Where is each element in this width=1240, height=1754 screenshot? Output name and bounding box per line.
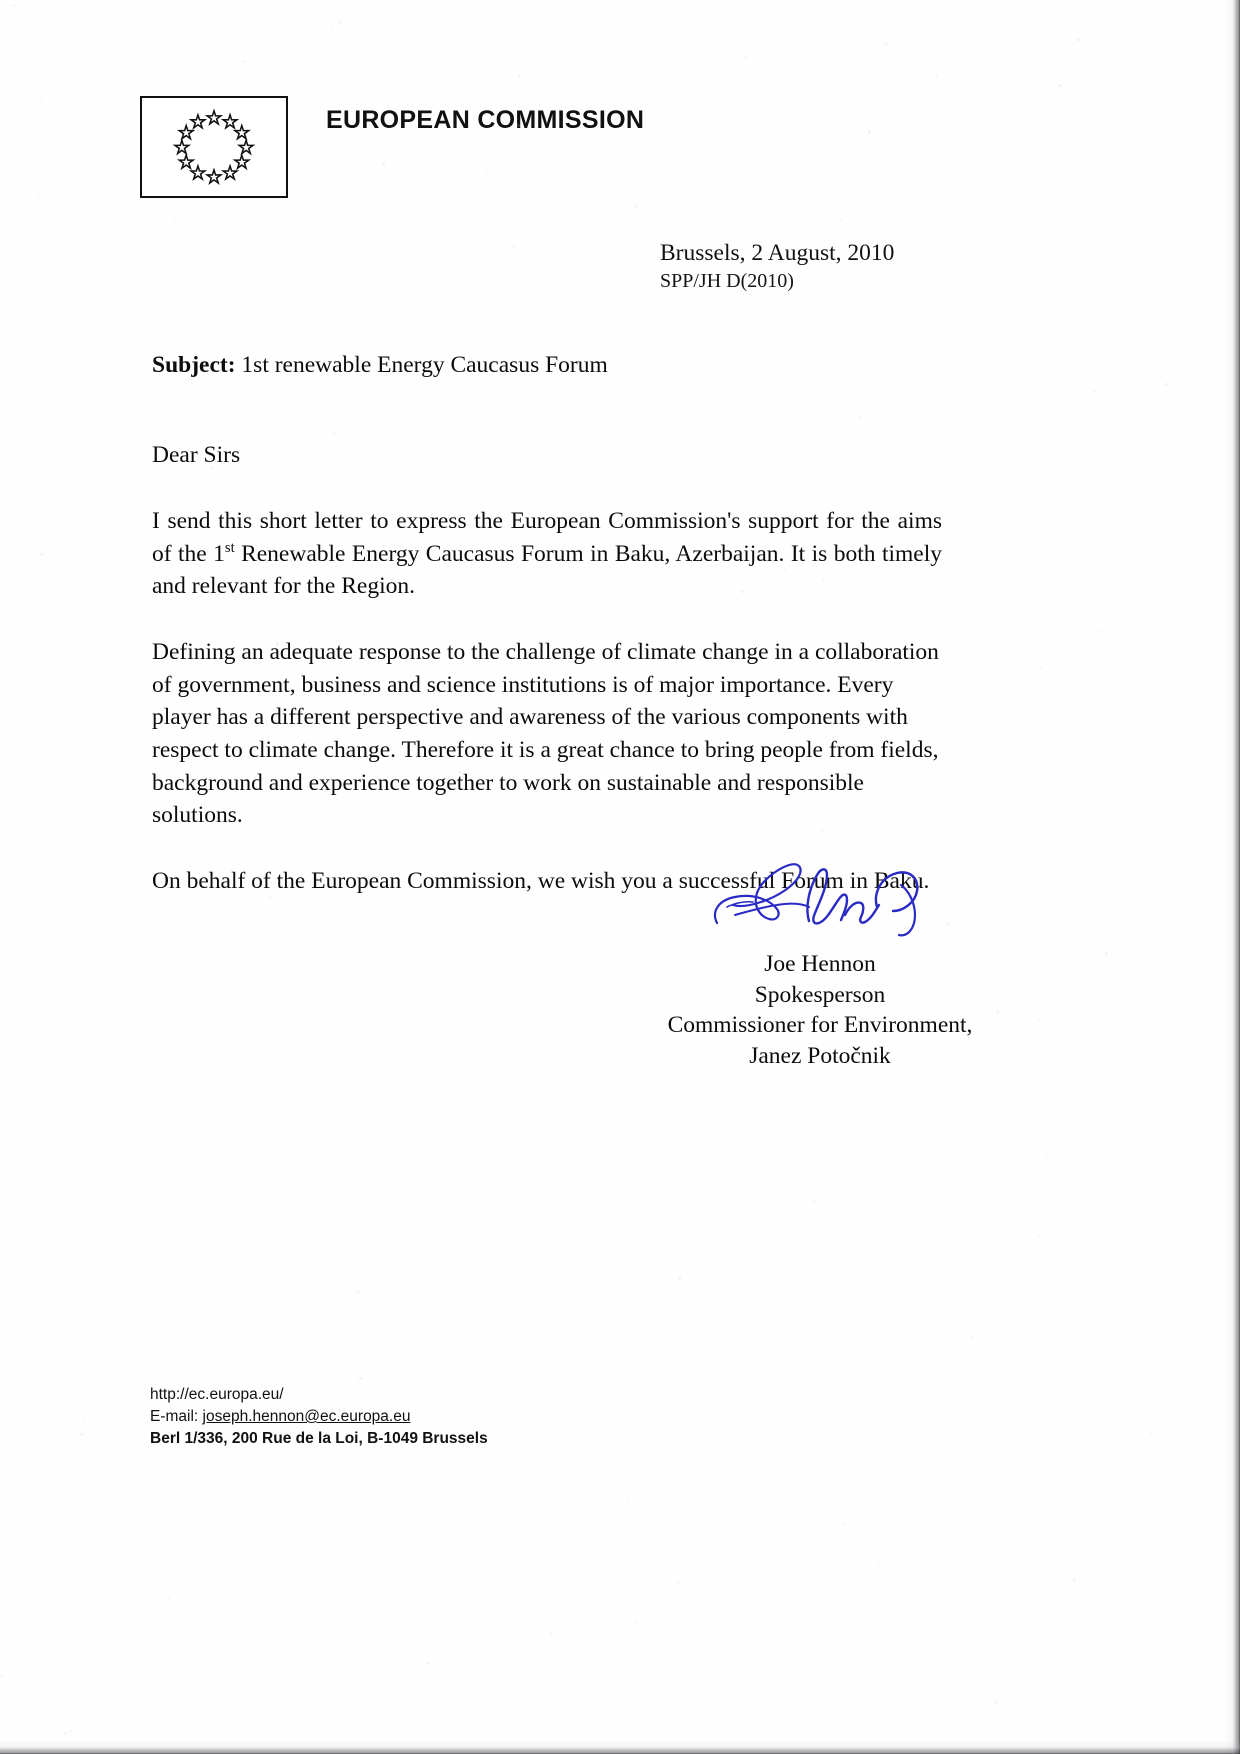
page-edge-bottom (0, 1740, 1240, 1754)
signatory-details (620, 949, 1020, 1071)
subject-label: Subject: (152, 352, 236, 378)
letterhead (140, 96, 644, 198)
footer-contact-block (150, 1384, 488, 1450)
signatory-name: Joe Hennon (764, 951, 876, 977)
footer-address: Berl 1/336, 200 Rue de la Loi, B-1049 Brussels (150, 1430, 488, 1447)
signatory-line-4: Janez Potočnik (749, 1042, 891, 1069)
footer-email-line (150, 1406, 488, 1428)
page-edge-right (1224, 0, 1240, 1754)
footer-email-link[interactable]: joseph.hennon@ec.europa.eu (202, 1408, 411, 1425)
eu-stars-circle-icon (142, 98, 286, 197)
reference-number: SPP/JH D(2010) (660, 270, 794, 293)
paragraph-1-part-2: Renewable Energy Caucasus Forum in Baku, Azerbaijan. It is both timely and relevant for the Region. (152, 540, 942, 600)
footer-email-label: E-mail: (150, 1408, 203, 1425)
signatory-line-3: Commissioner for Environment, (667, 1012, 973, 1039)
signatory-role: Spokesperson (754, 981, 886, 1008)
letter-body (152, 442, 942, 898)
salutation: Dear Sirs (152, 442, 241, 468)
subject-value: 1st renewable Energy Caucasus Forum (241, 352, 608, 378)
ordinal-suffix: st (224, 539, 235, 556)
place-and-date: Brussels, 2 August, 2010 (660, 240, 895, 266)
organisation-name: EUROPEAN COMMISSION (326, 106, 645, 134)
subject-line (152, 352, 608, 379)
european-union-flag-icon (140, 96, 288, 198)
paragraph-1-part-1: I send this short letter to express the European Commission's support for the aims of the 1 (152, 508, 942, 567)
signature-block (620, 845, 1020, 1071)
paragraph-3: On behalf of the European Commission, we wish you a successful Forum in Baku. (152, 867, 930, 894)
footer-website[interactable]: http://ec.europa.eu/ (150, 1386, 284, 1403)
date-reference-block (660, 238, 894, 295)
paragraph-2: Defining an adequate response to the challenge of climate change in a collaboration of government, business and science institutions is of major importance. Every player has a different perspective and awareness of the various components with respect to climate change. Therefore it is a great chance to bring people from fields, background and experience together to work on sustainable and responsible solutions. (152, 638, 939, 829)
handwritten-signature (705, 845, 935, 945)
paragraph-1 (152, 505, 942, 603)
